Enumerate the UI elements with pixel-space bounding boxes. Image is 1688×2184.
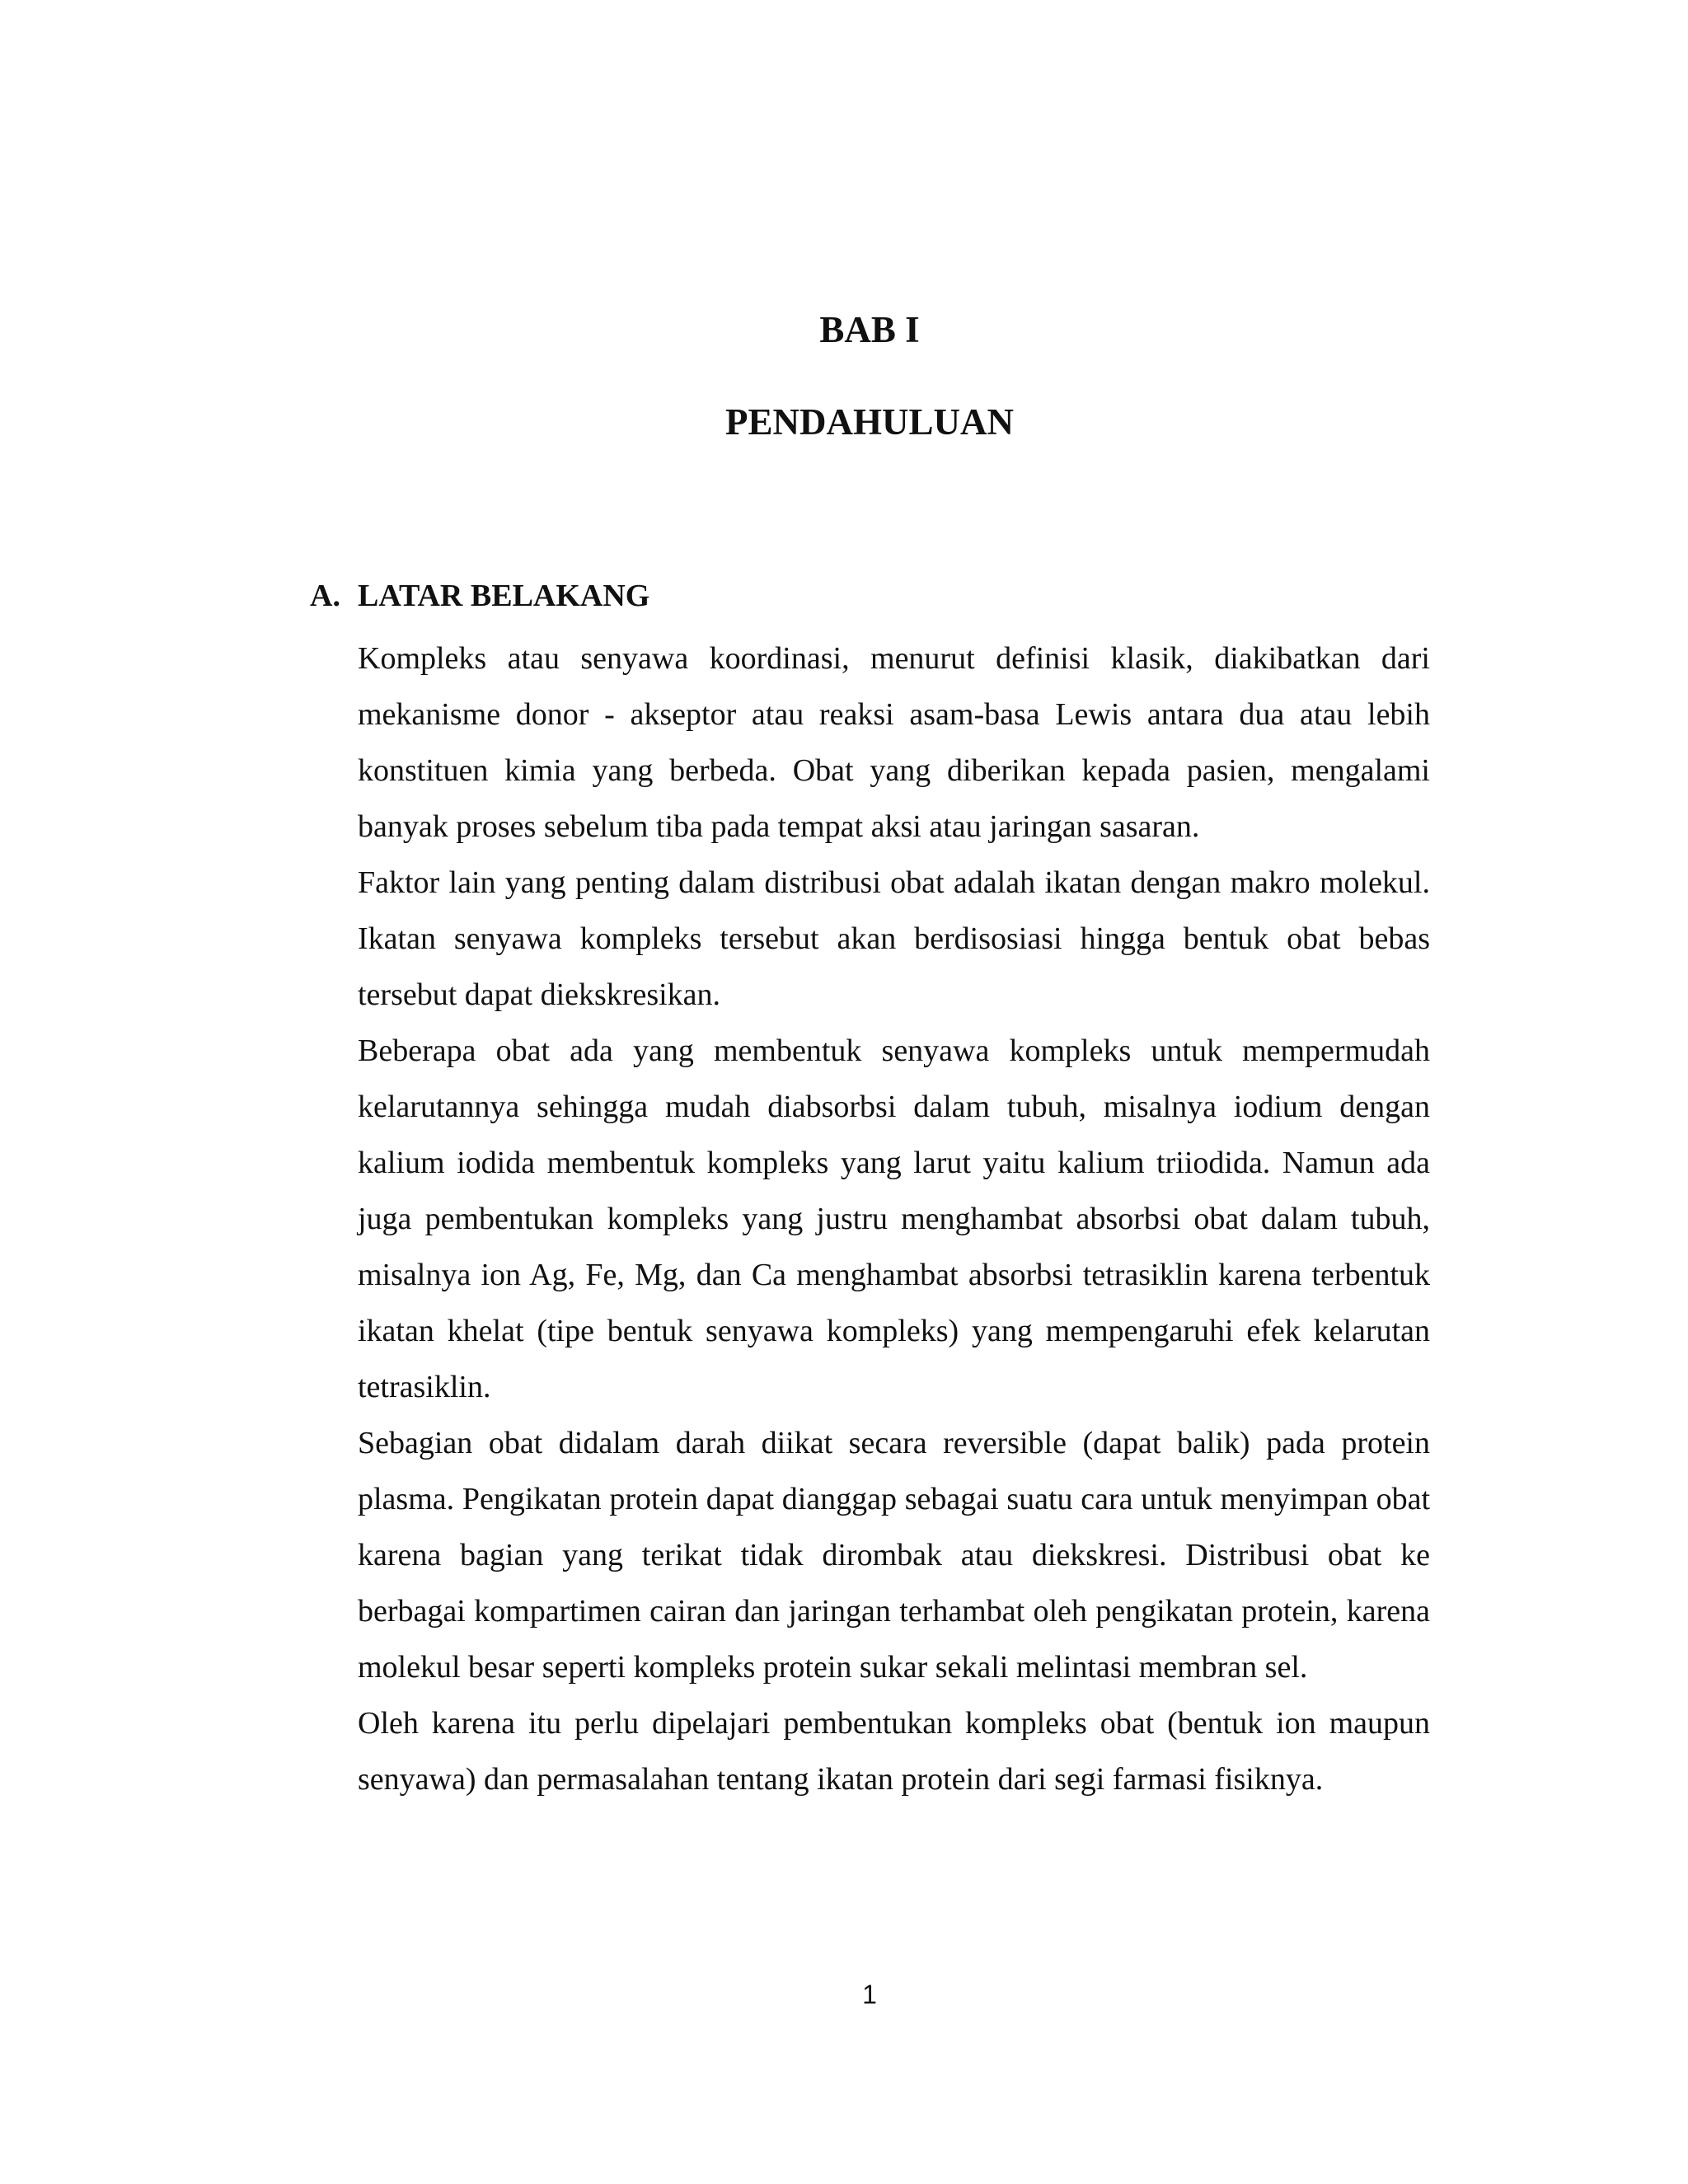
paragraph: Sebagian obat didalam darah diikat secara reversible (dapat balik) pada protein plasma. Pengikatan protein dapat dianggap sebagai suatu cara untuk menyimpan obat karena bagian yang terikat tidak dirombak atau diekskresi. Distribusi obat ke berbagai kompartimen cairan dan jaringan terhambat oleh pengikatan protein, karena molekul besar seperti kompleks protein sukar sekali melintasi membran sel.	[358, 1426, 1430, 1685]
paragraph: Beberapa obat ada yang membentuk senyawa kompleks untuk mempermudah kelarutannya sehingga mudah diabsorbsi dalam tubuh, misalnya iodium dengan kalium iodida membentuk kompleks yang larut yaitu kalium triiodida. Namun ada juga pembentukan kompleks yang justru menghambat absorbsi obat dalam tubuh, misalnya ion Ag, Fe, Mg, dan Ca menghambat absorbsi tetrasiklin karena terbentuk ikatan khelat (tipe bentuk senyawa kompleks) yang mempengaruhi efek kelarutan tetrasiklin.	[358, 1033, 1430, 1404]
chapter-number: BAB I	[819, 309, 920, 350]
chapter-title: PENDAHULUAN	[724, 401, 1014, 443]
section-heading	[310, 580, 649, 612]
page-number: 1	[862, 1980, 877, 2009]
paragraph: Kompleks atau senyawa koordinasi, menurut definisi klasik, diakibatkan dari mekanisme donor - akseptor atau reaksi asam-basa Lewis antara dua atau lebih konstituen kimia yang berbeda. Obat yang diberikan kepada pasien, mengalami banyak proses sebelum tiba pada tempat aksi atau jaringan sasaran.	[358, 641, 1430, 844]
body-text	[358, 630, 1430, 1807]
paragraph: Oleh karena itu perlu dipelajari pembentukan kompleks obat (bentuk ion maupun senyawa) dan permasalahan tentang ikatan protein dari segi farmasi fisiknya.	[358, 1706, 1430, 1797]
paragraph: Faktor lain yang penting dalam distribusi obat adalah ikatan dengan makro molekul. Ikatan senyawa kompleks tersebut akan berdisosiasi hingga bentuk obat bebas tersebut dapat diekskresikan.	[358, 865, 1430, 1012]
section-title: LATAR BELAKANG	[358, 579, 650, 613]
section-marker: A.	[310, 579, 340, 613]
